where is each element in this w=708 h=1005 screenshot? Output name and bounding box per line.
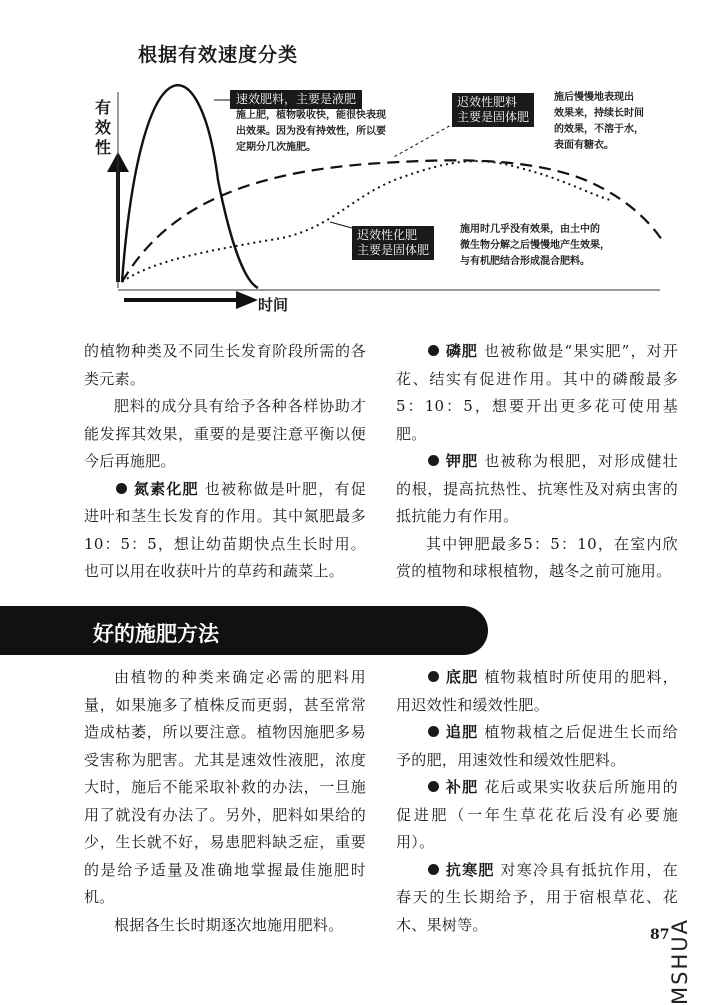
- bottom-right-column: [396, 664, 678, 939]
- y-axis-label: 有效性: [94, 98, 111, 157]
- paragraph: 由植物的种类来确定必需的肥料用量，如果施多了植株反而更弱，甚至常常造成枯萎，所以要注意。植物因施肥多易受害称为肥害。尤其是速效性液肥，浓度大时，施后不能采取补救的办法，一旦施用了就没有办法了。另外，肥料如果给的少，生长就不好，易患肥料缺乏症，重要的是给予适量及准确地掌握最佳施肥时机。: [84, 668, 366, 906]
- x-axis-arrow: [236, 291, 258, 309]
- left-text-column: [84, 338, 366, 586]
- paragraph: 的植物种类及不同生长发育阶段所需的各类元素。: [84, 342, 366, 388]
- paragraph: 肥料的成分具有给予各种各样协助才能发挥其效果，重要的是要注意平衡以便今后再施肥。: [84, 397, 366, 470]
- figure-title: 根据有效速度分类: [138, 44, 299, 66]
- phosphorus-paragraph: 磷肥 也被称做是“果实肥”，对开花、结实有促进作用。其中的磷酸最多5：10：5，想要开出更多花可使用基肥。: [396, 342, 678, 443]
- late-acting-label: 迟效性化肥 主要是固体肥: [352, 226, 434, 260]
- list-item: 抗寒肥 对寒冷具有抵抗作用，在春天的生长期给予，用于宿根草花、花木、果树等。: [396, 860, 678, 934]
- page-number: 87: [650, 927, 670, 943]
- effectiveness-chart: [0, 0, 708, 330]
- x-axis-label: 时间: [258, 296, 289, 314]
- list-item: 底肥 植物栽植时所使用的肥料，用迟效性和缓效性肥。: [396, 668, 678, 714]
- paragraph: 其中钾肥最多5：5：10，在室内欣赏的植物和球根植物，越冬之前可施用。: [396, 534, 678, 580]
- bullet-icon: [428, 345, 439, 356]
- late-acting-note: 施用时几乎没有效果，由土中的 微生物分解之后慢慢地产生效果， 与有机肥结合形成混合肥料。: [460, 224, 610, 267]
- keyword: 磷肥: [445, 342, 479, 360]
- nitrogen-paragraph: 氮素化肥 也被称做是叶肥，有促进叶和茎生长发育的作用。其中氮肥最多10：5：5，想让幼苗期快点生长时用。也可以用在收获叶片的草药和蔬菜上。: [84, 479, 366, 580]
- right-text-column: [396, 338, 678, 586]
- bullet-icon: [116, 483, 127, 494]
- bullet-icon: [428, 726, 439, 737]
- list-item: 追肥 植物栽植之后促进生长而给予的肥，用速效性和缓效性肥料。: [396, 723, 678, 769]
- bullet-icon: [428, 781, 439, 792]
- paragraph: 根据各生长时期逐次地施用肥料。: [114, 915, 344, 934]
- keyword: 氮素化肥: [133, 479, 199, 498]
- section-banner: [0, 606, 488, 655]
- bullet-icon: [428, 671, 439, 682]
- keyword: 钾肥: [445, 452, 479, 470]
- bullet-icon: [428, 864, 439, 875]
- bullet-icon: [428, 455, 439, 466]
- list-item: 补肥 花后或果实收获后所施用的促进肥（一年生草花花后没有必要施用）。: [396, 778, 678, 851]
- section-title: 好的施肥方法: [93, 622, 219, 646]
- potassium-paragraph: 钾肥 也被称为根肥，对形成健壮的根，提高抗热性、抗寒性及对病虫害的抵抗能力有作用。: [396, 452, 678, 525]
- watermark: MSHUA: [668, 918, 692, 1005]
- slow-acting-note: 施后慢慢地表现出 效果来，持续长时间 的效果，不溶于水， 表面有糖衣。: [554, 92, 644, 151]
- fast-acting-note: 施上肥，植物吸收快，能很快表现 出效果。因为没有持效性，所以要 定期分几次施肥。: [236, 110, 386, 153]
- bottom-left-column: [84, 664, 366, 939]
- fast-acting-label: 速效肥料，主要是液肥: [230, 90, 362, 109]
- slow-acting-label: 迟效性肥料 主要是固体肥: [452, 93, 534, 127]
